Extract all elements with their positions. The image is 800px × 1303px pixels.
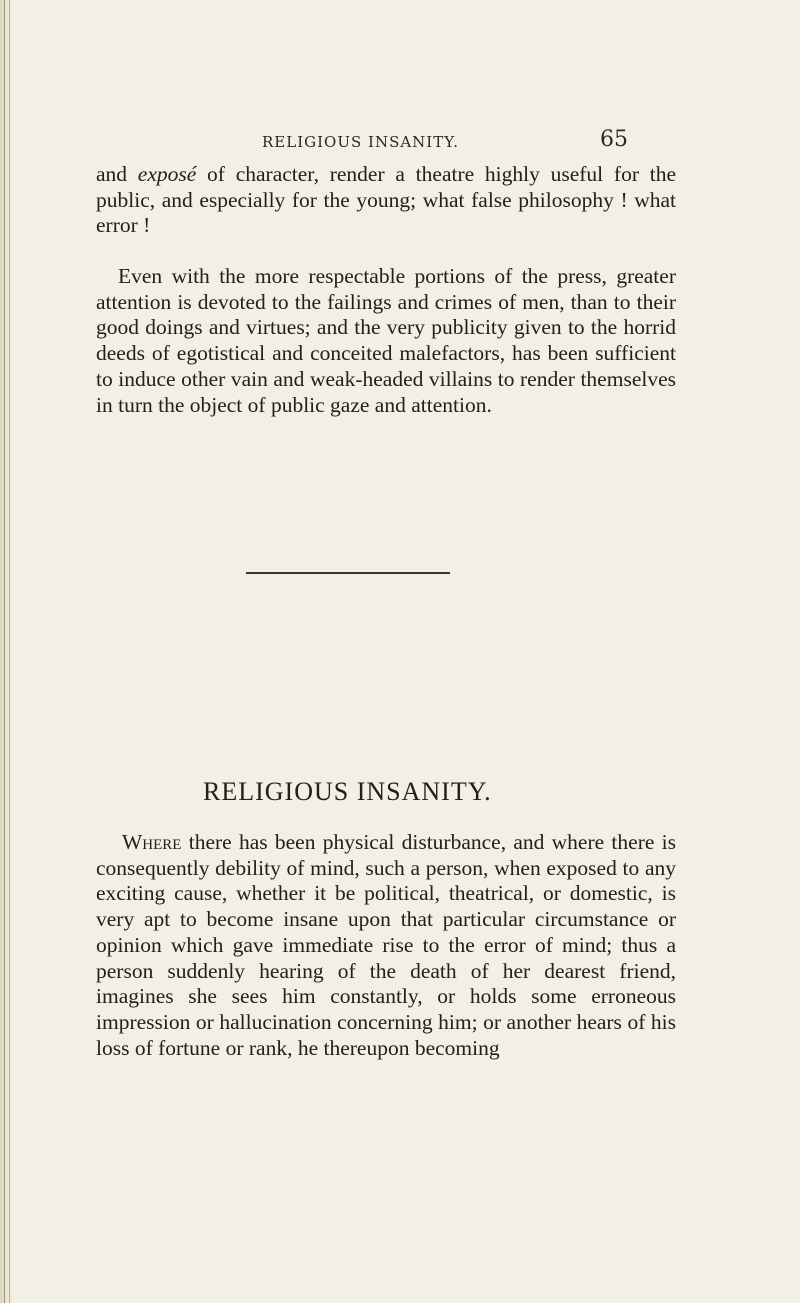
section-body-text: there has been physical disturbance, and where there is consequently debility of mind, such a person, when exposed to any exciting cause, whether it be political, theatrical, or domestic, is very apt to become insane upon that particular circumstance or opinion which gave immediate rise to the error of mind; thus a person suddenly hearing of the death of her dearest friend, imagines she sees him constantly, or holds some erroneous impression or hallucination concerning him; or another hears of his loss of fortune or rank, he thereupon becoming	[96, 830, 676, 1060]
spine-line	[4, 0, 5, 1303]
book-spine-edge	[0, 0, 14, 1303]
spine-line-inner	[9, 0, 10, 1303]
paragraph-1-lead: and	[96, 162, 138, 186]
section-heading-text: RELIGIOUS INSANITY.	[203, 777, 492, 806]
paragraph-1-italic: exposé	[137, 162, 197, 186]
paragraph-2: Even with the more respectable portions of the press, greater attention is devoted to the failings and crimes of men, than to their good doings and virtues; and the very publicity given to the horrid deeds of egotistical and conceited malefactors, has been sufficient to induce other vain and weak-headed villains to render themselves in turn the object of public gaze and attention.	[96, 264, 676, 417]
paragraph-1	[96, 162, 676, 239]
page-number: 65	[600, 127, 628, 152]
paragraph-1-rest: of character, render a theatre highly useful for the public, and especially for the young; what false philosophy ! what error !	[96, 162, 676, 238]
section-paragraph	[96, 830, 676, 1061]
running-head	[0, 125, 800, 155]
section-lead-word: Where	[122, 830, 182, 854]
section-divider-rule	[246, 572, 450, 574]
running-head-title: RELIGIOUS INSANITY.	[262, 133, 459, 151]
